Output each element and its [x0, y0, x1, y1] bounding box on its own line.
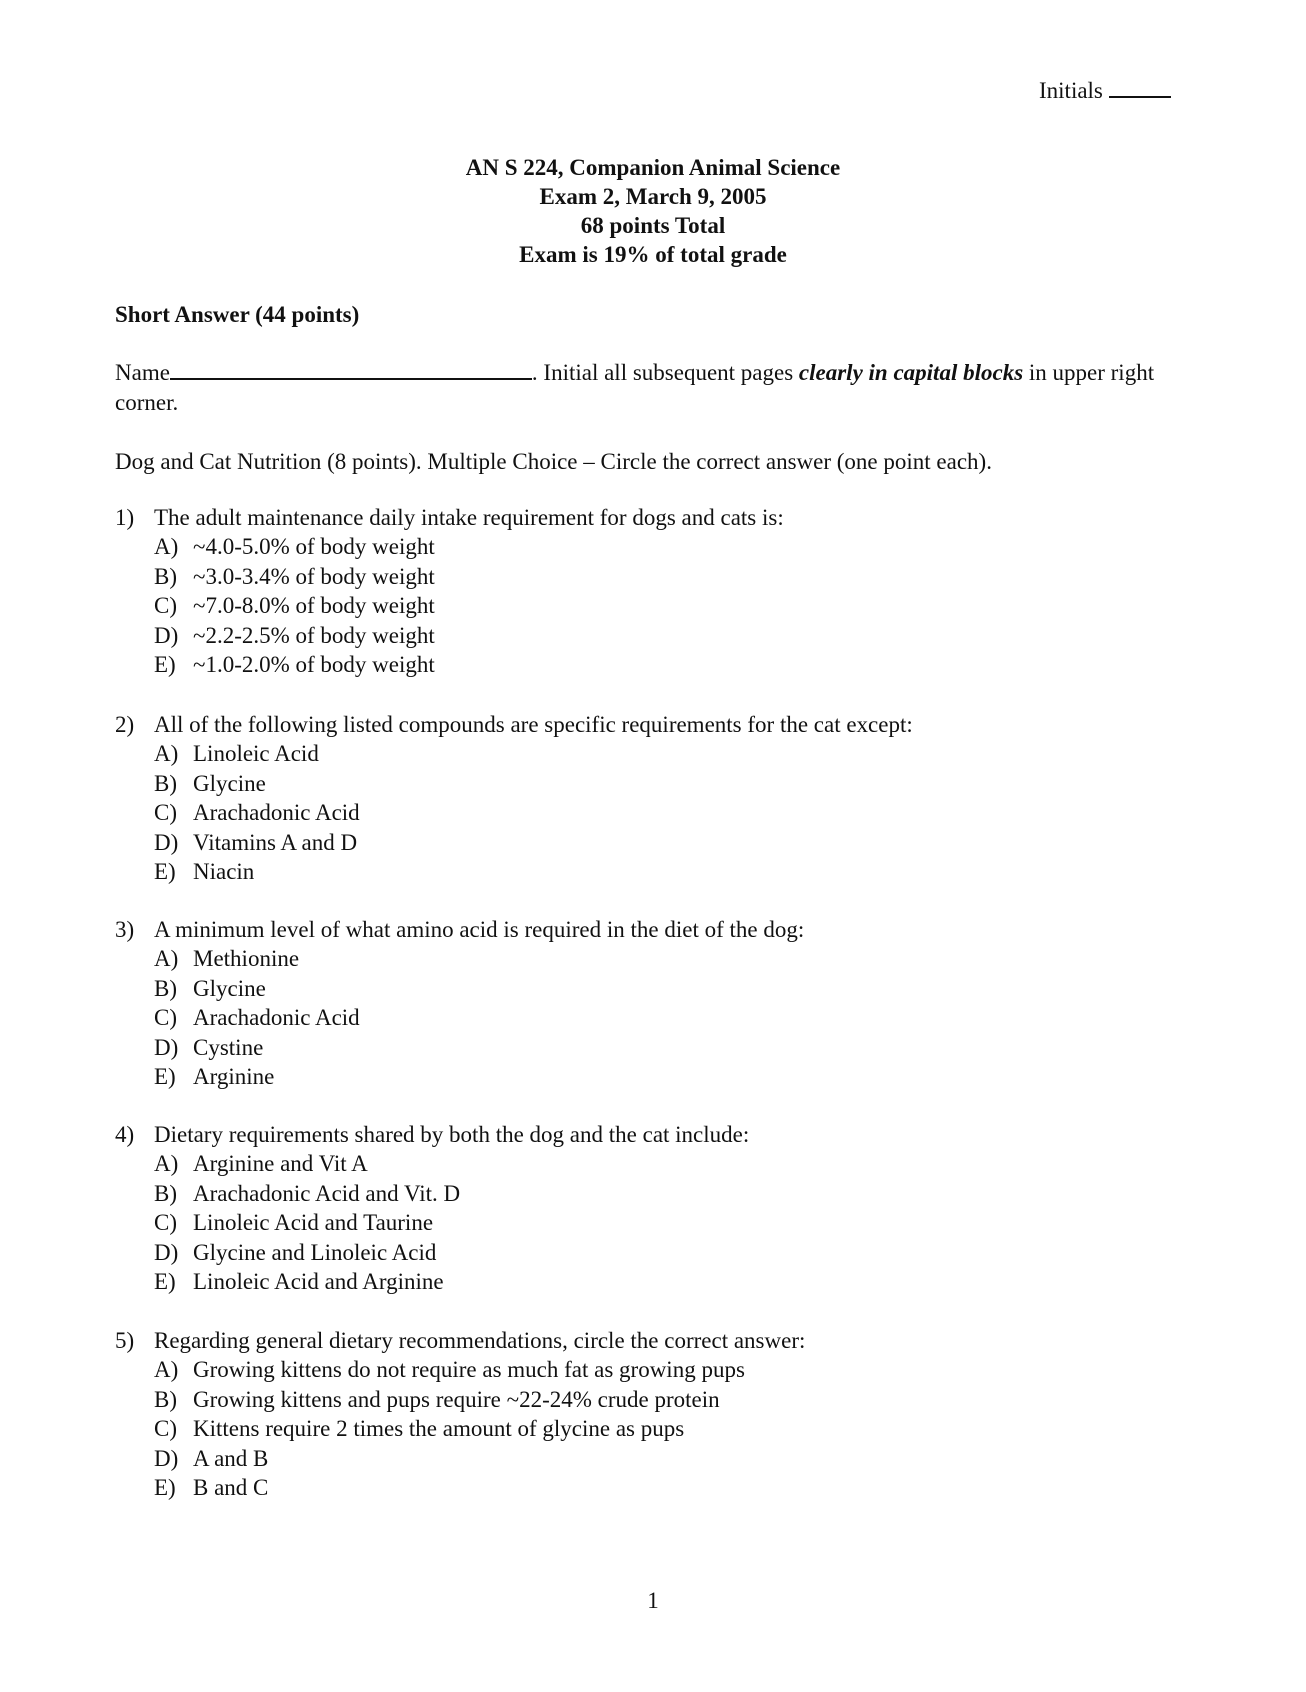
exam-weight: Exam is 19% of total grade: [519, 242, 787, 267]
instruction-after: in upper right corner.: [115, 360, 1155, 415]
option-text: Kittens require 2 times the amount of glycine as pups: [193, 1416, 685, 1441]
option-text: ~1.0-2.0% of body weight: [193, 652, 435, 677]
option-c[interactable]: [154, 798, 1195, 828]
name-label: Name: [115, 360, 170, 385]
question-text: Regarding general dietary recommendations, circle the correct answer:: [154, 1328, 806, 1353]
option-text: A and B: [193, 1445, 269, 1471]
question-number: 3): [115, 917, 135, 942]
option-text: Cystine: [193, 1034, 264, 1060]
option-a[interactable]: [154, 944, 1195, 974]
option-letter: C): [154, 1005, 177, 1030]
option-text: ~4.0-5.0% of body weight: [193, 534, 435, 559]
option-a[interactable]: [154, 739, 1195, 769]
name-blank[interactable]: [170, 358, 532, 380]
option-letter: A): [154, 1151, 179, 1176]
option-b[interactable]: [154, 769, 1195, 799]
question-text: All of the following listed compounds are specific requirements for the cat except:: [154, 712, 913, 737]
option-c[interactable]: [154, 1003, 1195, 1033]
option-text: B and C: [193, 1475, 269, 1500]
option-letter: D): [154, 1239, 179, 1265]
option-text: Arachadonic Acid and Vit. D: [193, 1180, 461, 1206]
option-letter: E): [154, 652, 176, 677]
option-text: Glycine: [193, 975, 266, 1001]
instruction-emphasis: clearly in capital blocks: [798, 360, 1024, 385]
option-letter: B): [154, 770, 177, 796]
instruction-before: . Initial all subsequent pages: [531, 360, 799, 385]
option-text: Arginine: [193, 1064, 275, 1089]
option-text: Arachadonic Acid: [193, 1005, 360, 1030]
option-d[interactable]: [154, 1444, 1195, 1474]
name-instruction: [115, 358, 1185, 418]
option-b[interactable]: [154, 1179, 1195, 1209]
option-letter: E): [154, 1475, 176, 1500]
option-d[interactable]: [154, 621, 1195, 651]
option-c[interactable]: [154, 1414, 1195, 1444]
option-letter: C): [154, 800, 177, 825]
option-letter: C): [154, 593, 177, 618]
option-text: Glycine and Linoleic Acid: [193, 1239, 437, 1265]
option-text: ~2.2-2.5% of body weight: [193, 622, 435, 648]
option-text: Arginine and Vit A: [193, 1151, 368, 1176]
question-number: 5): [115, 1328, 135, 1353]
question-number: 1): [115, 505, 135, 530]
option-text: Linoleic Acid: [193, 741, 319, 766]
option-d[interactable]: [154, 1238, 1195, 1268]
option-letter: C): [154, 1210, 177, 1235]
option-text: Niacin: [193, 859, 255, 884]
question-text: The adult maintenance daily intake requirement for dogs and cats is:: [154, 505, 784, 530]
option-letter: B): [154, 975, 177, 1001]
option-letter: A): [154, 534, 179, 559]
question-2: [115, 710, 1195, 887]
page-number: 1: [647, 1588, 659, 1613]
option-text: ~3.0-3.4% of body weight: [193, 563, 435, 589]
option-letter: A): [154, 1357, 179, 1382]
option-b[interactable]: [154, 562, 1195, 592]
question-1: [115, 503, 1195, 680]
option-letter: D): [154, 829, 179, 855]
option-b[interactable]: [154, 974, 1195, 1004]
question-text: Dietary requirements shared by both the dog and the cat include:: [154, 1122, 750, 1147]
option-letter: D): [154, 1445, 179, 1471]
option-b[interactable]: [154, 1385, 1195, 1415]
option-letter: B): [154, 1180, 177, 1206]
option-letter: E): [154, 1269, 176, 1294]
question-3: [115, 915, 1195, 1092]
course-title: AN S 224, Companion Animal Science: [465, 155, 841, 180]
option-letter: C): [154, 1416, 177, 1441]
option-a[interactable]: [154, 1355, 1195, 1385]
option-letter: B): [154, 1386, 177, 1412]
option-text: Linoleic Acid and Arginine: [193, 1269, 444, 1294]
option-c[interactable]: [154, 591, 1195, 621]
question-number: 2): [115, 712, 135, 737]
option-letter: D): [154, 622, 179, 648]
option-letter: E): [154, 1064, 176, 1089]
option-a[interactable]: [154, 1149, 1195, 1179]
initials-line: [1039, 74, 1171, 104]
question-4: [115, 1120, 1195, 1297]
subsection-instructions: Dog and Cat Nutrition (8 points). Multiple Choice – Circle the correct answer (one point each).: [115, 449, 992, 474]
initials-blank[interactable]: [1109, 74, 1171, 98]
exam-header: [0, 153, 1306, 269]
option-letter: A): [154, 741, 179, 766]
option-letter: D): [154, 1034, 179, 1060]
option-text: Growing kittens and pups require ~22-24% crude protein: [193, 1386, 720, 1412]
option-letter: E): [154, 859, 176, 884]
option-a[interactable]: [154, 532, 1195, 562]
option-d[interactable]: [154, 828, 1195, 858]
question-5: [115, 1326, 1195, 1503]
option-text: Glycine: [193, 770, 266, 796]
question-number: 4): [115, 1122, 135, 1147]
question-text: A minimum level of what amino acid is required in the diet of the dog:: [154, 917, 805, 942]
option-d[interactable]: [154, 1033, 1195, 1063]
option-c[interactable]: [154, 1208, 1195, 1238]
option-e[interactable]: [154, 1267, 1195, 1297]
option-text: Vitamins A and D: [193, 829, 358, 855]
option-text: Methionine: [193, 946, 300, 971]
initials-label: Initials: [1039, 78, 1103, 103]
option-e[interactable]: [154, 857, 1195, 887]
exam-date: Exam 2, March 9, 2005: [539, 184, 767, 209]
option-e[interactable]: [154, 1473, 1195, 1503]
option-text: Linoleic Acid and Taurine: [193, 1210, 434, 1235]
exam-points: 68 points Total: [580, 213, 726, 238]
option-letter: A): [154, 946, 179, 971]
option-text: ~7.0-8.0% of body weight: [193, 593, 435, 618]
section-title: Short Answer (44 points): [115, 302, 360, 327]
option-letter: B): [154, 563, 177, 589]
option-text: Growing kittens do not require as much fat as growing pups: [193, 1357, 745, 1382]
option-e[interactable]: [154, 1062, 1195, 1092]
option-e[interactable]: [154, 650, 1195, 680]
option-text: Arachadonic Acid: [193, 800, 360, 825]
